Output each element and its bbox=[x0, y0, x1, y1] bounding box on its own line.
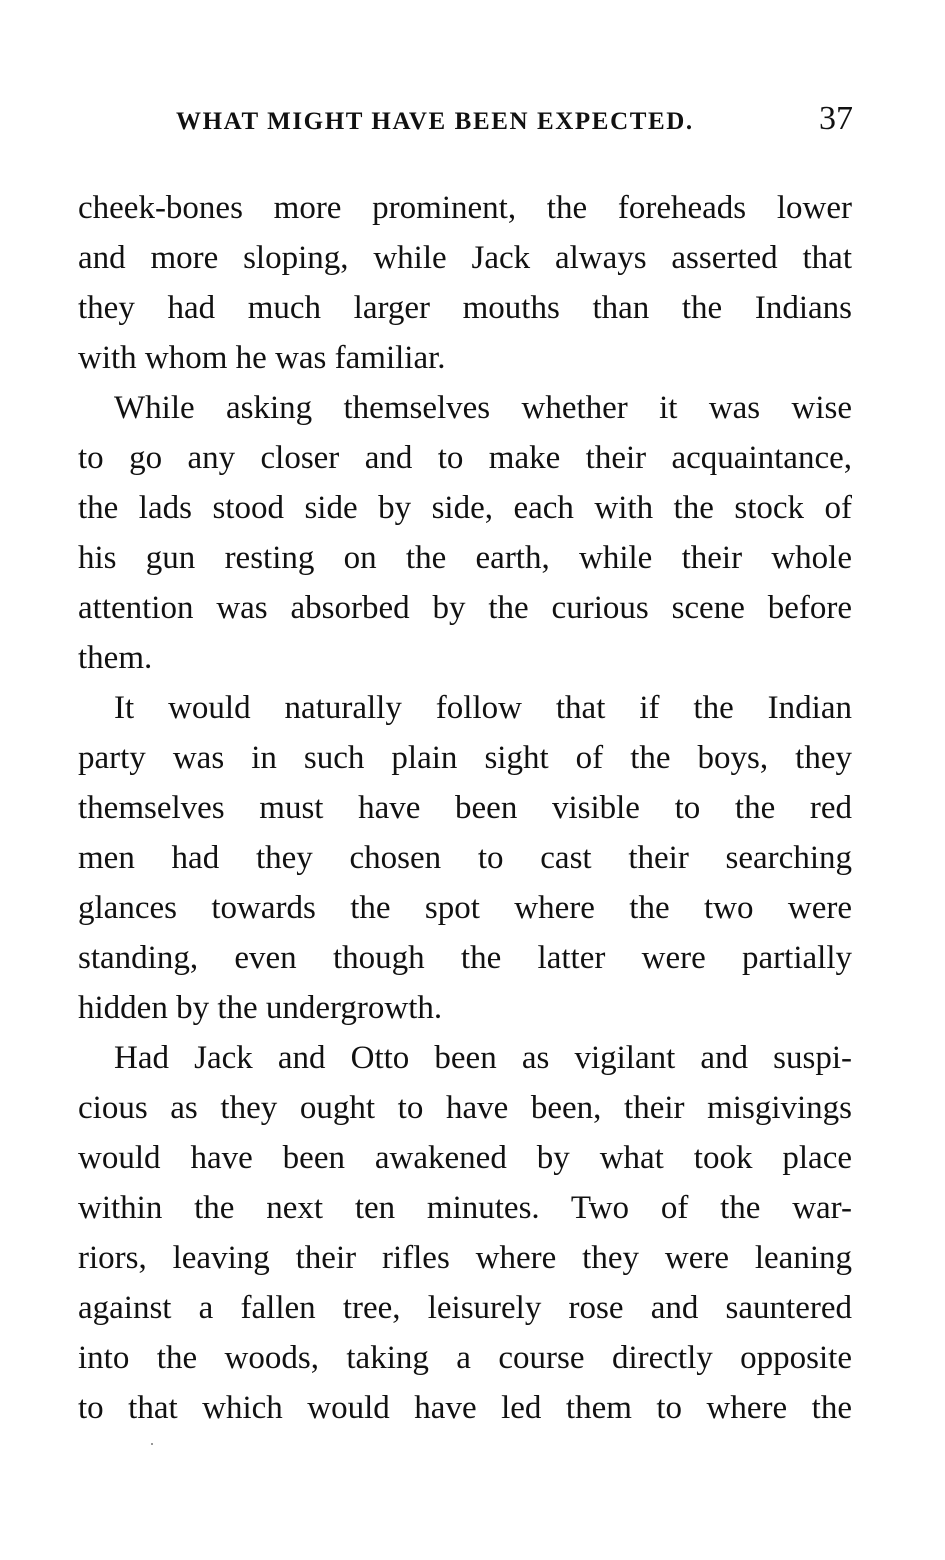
paragraph-2 bbox=[78, 383, 852, 683]
text-line: cheek-bones more prominent, the foreheads lower bbox=[78, 190, 852, 226]
text-line: Had Jack and Otto been as vigilant and suspi- bbox=[114, 1040, 852, 1076]
page-number: 37 bbox=[819, 100, 853, 137]
text-line: cious as they ought to have been, their misgivings bbox=[78, 1090, 852, 1126]
print-speck bbox=[151, 1443, 153, 1445]
text-line: to go any closer and to make their acquaintance, bbox=[78, 440, 852, 476]
text-line: hidden by the undergrowth. bbox=[78, 990, 443, 1026]
text-line: men had they chosen to cast their searching bbox=[78, 840, 852, 876]
body-text bbox=[78, 183, 852, 1433]
text-line: While asking themselves whether it was wise bbox=[114, 390, 852, 426]
text-line: to that which would have led them to where the bbox=[78, 1390, 852, 1426]
paragraph-1 bbox=[78, 183, 852, 383]
running-title: WHAT MIGHT HAVE BEEN EXPECTED. bbox=[176, 108, 694, 135]
text-line: within the next ten minutes. Two of the war- bbox=[78, 1190, 852, 1226]
text-line: them. bbox=[78, 640, 153, 676]
text-line: against a fallen tree, leisurely rose and sauntered bbox=[78, 1290, 852, 1326]
text-line: attention was absorbed by the curious scene before bbox=[78, 590, 852, 626]
text-line: and more sloping, while Jack always asserted that bbox=[78, 240, 852, 276]
text-line: party was in such plain sight of the boys, they bbox=[78, 740, 852, 776]
text-line: his gun resting on the earth, while their whole bbox=[78, 540, 852, 576]
text-line: they had much larger mouths than the Indians bbox=[78, 290, 852, 326]
text-line: would have been awakened by what took place bbox=[78, 1140, 852, 1176]
text-line: It would naturally follow that if the Indian bbox=[114, 690, 852, 726]
text-line: glances towards the spot where the two were bbox=[78, 890, 852, 926]
running-head bbox=[78, 100, 853, 140]
text-line: with whom he was familiar. bbox=[78, 340, 446, 376]
text-line: themselves must have been visible to the red bbox=[78, 790, 852, 826]
paragraph-3 bbox=[78, 683, 852, 1033]
paragraph-4 bbox=[78, 1033, 852, 1433]
text-line: into the woods, taking a course directly opposite bbox=[78, 1340, 852, 1376]
text-line: the lads stood side by side, each with the stock of bbox=[78, 490, 852, 526]
text-line: standing, even though the latter were partially bbox=[78, 940, 852, 976]
text-line: riors, leaving their rifles where they were leaning bbox=[78, 1240, 852, 1276]
